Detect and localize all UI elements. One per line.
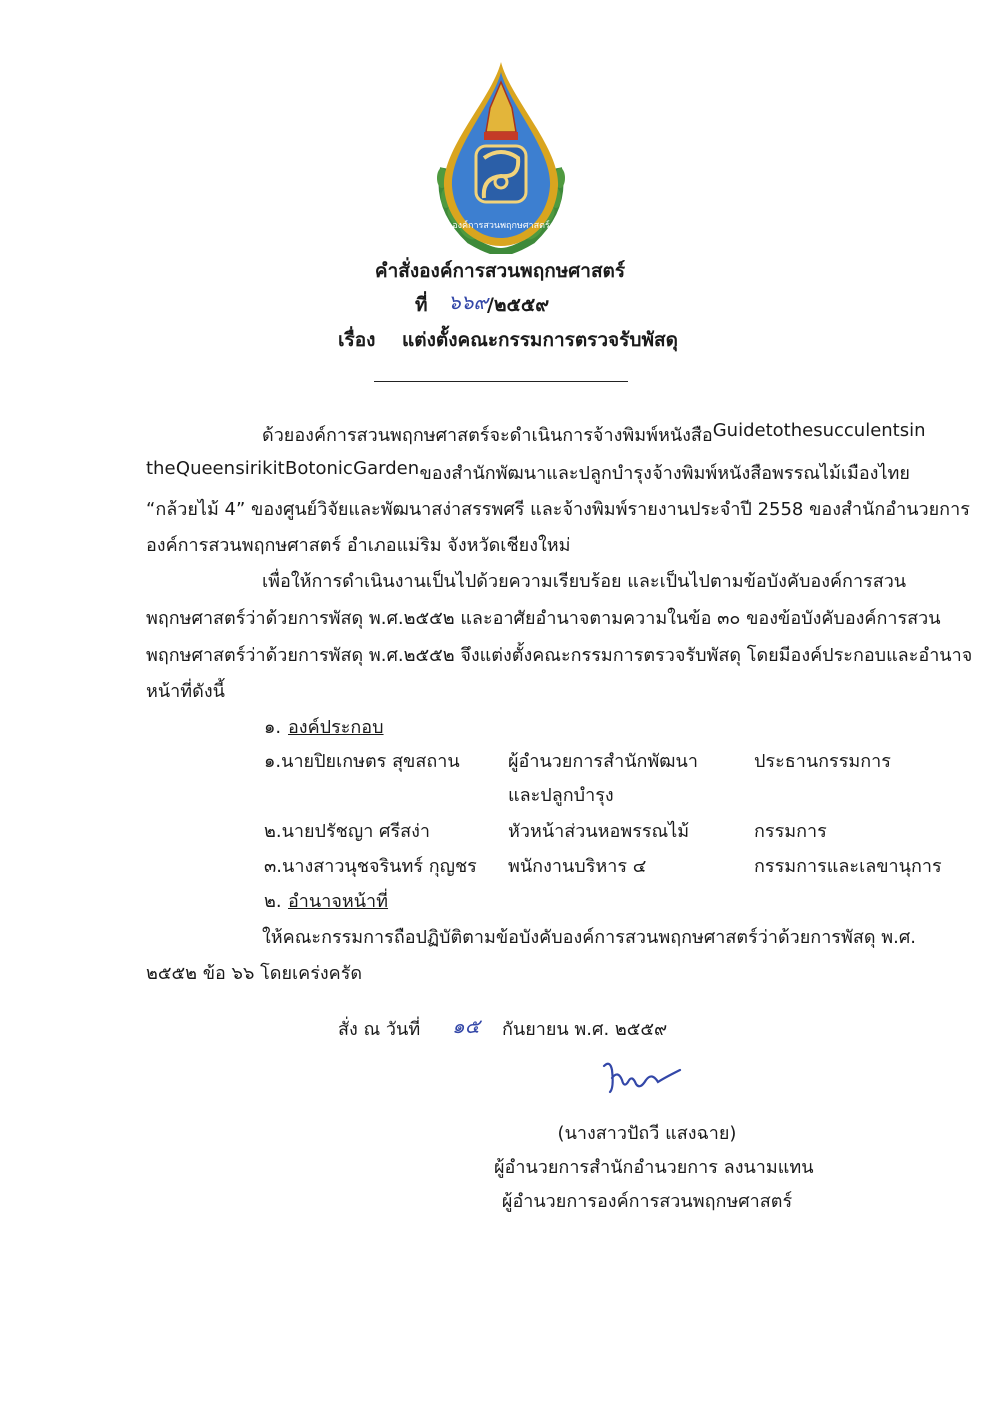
section1-number: ๑. (264, 717, 282, 738)
justified-word: ด้วยองค์การสวนพฤกษศาสตร์ (262, 425, 490, 446)
justified-word: Botonic (285, 458, 353, 479)
section1-title: องค์ประกอบ (288, 717, 384, 738)
p1-line-2 (146, 458, 910, 487)
justified-word: to (765, 420, 784, 441)
signer-title-2: ผู้อำนวยการองค์การสวนพฤกษศาสตร์ (501, 1191, 793, 1212)
order-number-year: /๒๕๕๙ (487, 294, 550, 316)
member-3-position: พนักงานบริหาร ๔ (508, 856, 647, 877)
justified-word: จะดำเนินการจ้างพิมพ์หนังสือ (489, 425, 713, 446)
member-3-name: ๓.นางสาวนุชจรินทร์ กุญชร (264, 856, 477, 877)
justified-word: the (783, 420, 814, 441)
member-2-role: กรรมการ (754, 821, 827, 842)
signer-title-1: ผู้อำนวยการสำนักอำนวยการ ลงนามแทน (494, 1157, 814, 1178)
p2-line-2: พฤกษศาสตร์ว่าด้วยการพัสดุ พ.ศ.๒๕๕๒ และอาศัยอำนาจตามความในข้อ ๓๐ ของข้อบังคับองค์การสวน (146, 608, 941, 629)
p1-line-1 (262, 420, 926, 449)
order-title: คำสั่งองค์การสวนพฤกษศาสตร์ (374, 260, 626, 282)
subject-label: เรื่อง (338, 329, 376, 351)
section2-title: อำนาจหน้าที่ (288, 891, 389, 912)
member-1-name: ๑.นายปิยเกษตร สุขสถาน (264, 751, 460, 772)
signer-name: (นางสาวปัถวี แสงฉาย) (557, 1123, 737, 1144)
member-1-position-line2: และปลูกบำรุง (508, 785, 614, 806)
member-1-position: ผู้อำนวยการสำนักพัฒนา (508, 751, 698, 772)
p2-line-4: หน้าที่ดังนี้ (146, 681, 225, 702)
justified-word: sirikit (235, 458, 285, 479)
justified-word: จ้างพิมพ์หนังสือพรรณไม้เมืองไทย (652, 463, 910, 484)
order-number-prefix: ที่ (415, 294, 428, 316)
order-day-handwritten: ๑๕ (452, 1014, 480, 1038)
justified-word: the (146, 458, 176, 479)
order-date-suffix: กันยายน พ.ศ. ๒๕๕๙ (502, 1019, 668, 1040)
member-1-role: ประธานกรรมการ (754, 751, 891, 772)
member-2-name: ๒.นายปรัชญา ศรีสง่า (264, 821, 430, 842)
p1-line-4: องค์การสวนพฤกษศาสตร์ อำเภอแม่ริม จังหวัดเชียงใหม่ (146, 535, 571, 556)
duty-line-1: ให้คณะกรรมการถือปฏิบัติตามข้อบังคับองค์การสวนพฤกษศาสตร์ว่าด้วยการพัสดุ พ.ศ. (262, 927, 916, 948)
justified-word: Garden (353, 458, 420, 479)
justified-word: ของสำนักพัฒนาและปลูกบำรุง (419, 463, 652, 484)
order-number-handwritten: ๖๖๙ (448, 290, 489, 314)
section2-number: ๒. (264, 891, 282, 912)
p1-line-3: “กล้วยไม้ 4” ของศูนย์วิจัยและพัฒนาสง่าสรรพศรี และจ้างพิมพ์รายงานประจำปี 2558 ของสำนักอำนวยการ (146, 499, 970, 520)
order-date-prefix: สั่ง ณ วันที่ (338, 1019, 421, 1040)
p2-line-3: พฤกษศาสตร์ว่าด้วยการพัสดุ พ.ศ.๒๕๕๒ จึงแต่งตั้งคณะกรรมการตรวจรับพัสดุ โดยมีองค์ประกอบและอำนาจ (146, 645, 973, 666)
heading-divider (374, 381, 628, 382)
org-seal-logo (430, 58, 572, 254)
justified-word: succulents (813, 420, 910, 441)
p2-line-1: เพื่อให้การดำเนินงานเป็นไปด้วยความเรียบร้อย และเป็นไปตามข้อบังคับองค์การสวน (262, 571, 907, 592)
seal-text: องค์การสวนพฤกษศาสตร์ (452, 221, 550, 231)
handwritten-signature (600, 1058, 684, 1098)
justified-word: Guide (712, 420, 766, 441)
justified-word: Queen (175, 458, 236, 479)
member-3-role: กรรมการและเลขานุการ (754, 856, 942, 877)
member-2-position: หัวหน้าส่วนหอพรรณไม้ (508, 821, 690, 842)
duty-line-2: ๒๕๕๒ ข้อ ๖๖ โดยเคร่งครัด (146, 963, 363, 984)
subject-text: แต่งตั้งคณะกรรมการตรวจรับพัสดุ (402, 329, 678, 351)
justified-word: in (909, 420, 926, 441)
